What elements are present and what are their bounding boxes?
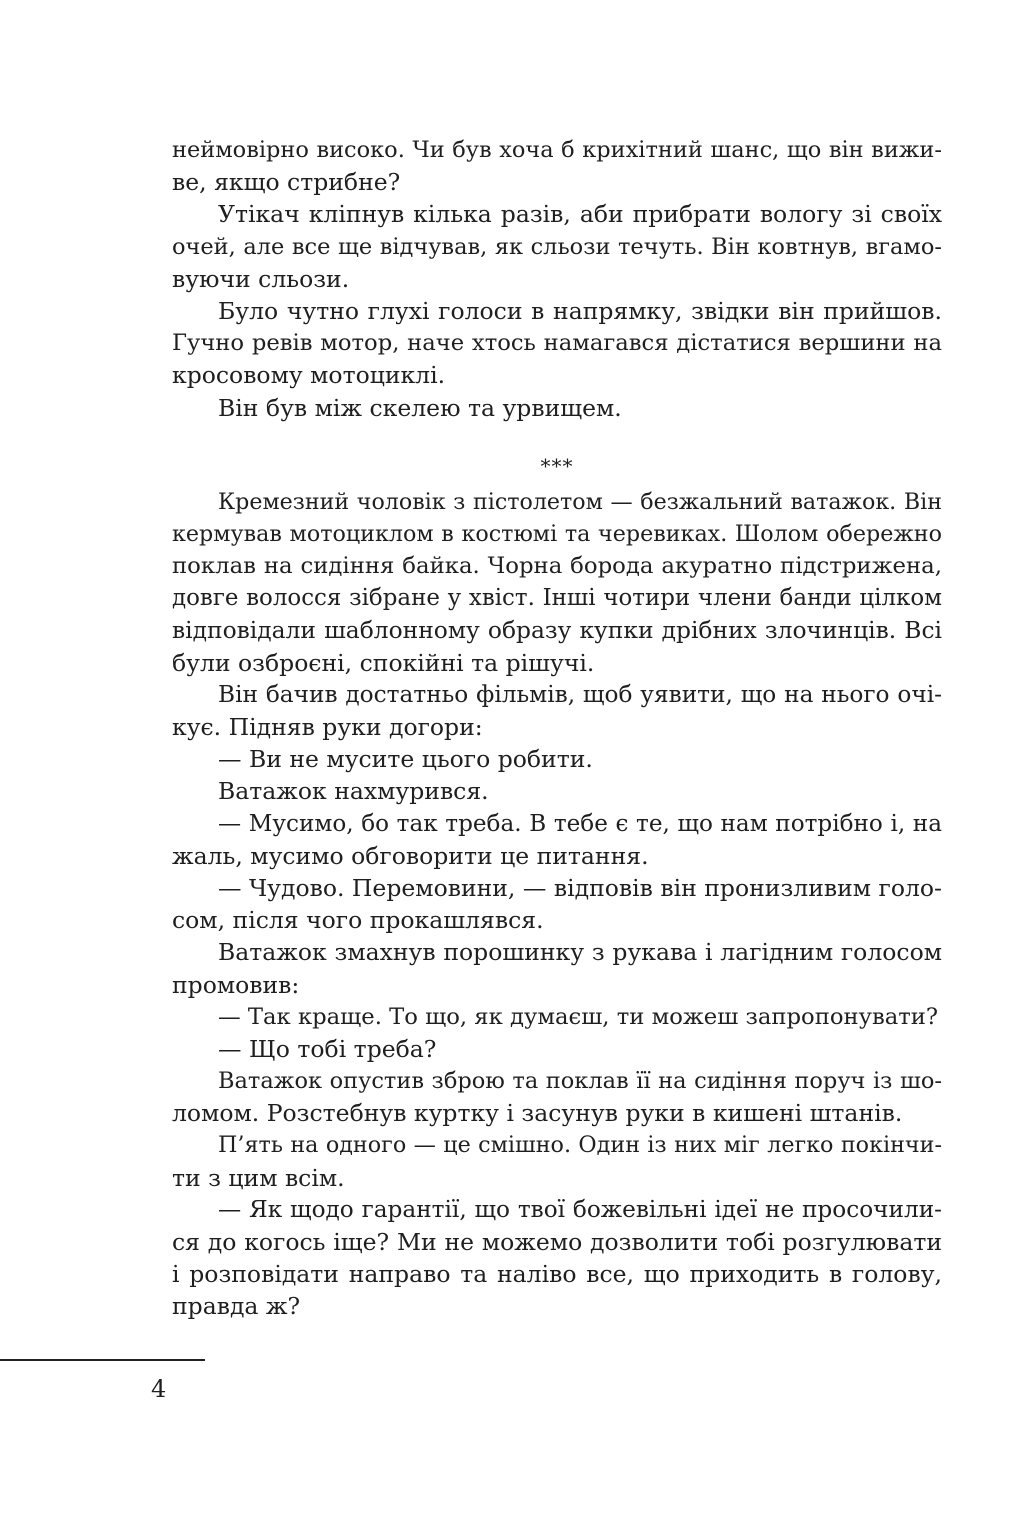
text-line: були озброєні, спокійні та рішучі. xyxy=(172,648,595,677)
text-line: — Як щодо гарантії, що твої божевільні ідеї не просочили- xyxy=(218,1195,942,1223)
text-line: Кремезний чоловік з пістолетом — безжальний ватажок. Він xyxy=(218,488,942,515)
text-line: відповідали шаблонному образу купки дрібних злочинців. Всі xyxy=(172,616,942,645)
text-line: П’ять на одного — це смішно. Один із них міг легко покінчи- xyxy=(218,1132,942,1159)
text-line: Ватажок змахнув порошинку з рукава і лагідним голосом xyxy=(218,938,942,967)
text-line: Гучно ревів мотор, наче хтось намагався дістатися вершини на xyxy=(172,330,942,357)
page-body xyxy=(172,134,942,1323)
text-line: ся до когось іще? Ми не можемо дозволити тобі розгулювати xyxy=(172,1228,942,1256)
footer-rule xyxy=(0,1359,205,1361)
text-line: промовив: xyxy=(172,970,300,999)
text-line: правда ж? xyxy=(172,1292,301,1321)
text-line: — Чудово. Перемовини, — відповів він пронизливим голо- xyxy=(218,873,942,902)
text-line: вуючи сльози. xyxy=(172,264,350,293)
text-line: ломом. Розстебнув куртку і засунув руки в кишені штанів. xyxy=(172,1099,903,1128)
text-line: сом, після чого прокашлявся. xyxy=(172,906,544,935)
text-line: Він був між скелею та урвищем. xyxy=(218,393,622,422)
text-block-after-separator xyxy=(172,486,942,1323)
text-line: поклав на сидіння байка. Чорна борода акуратно підстрижена, xyxy=(172,553,942,580)
text-line: і розповідати направо та наліво все, що приходить в голову, xyxy=(172,1260,942,1289)
text-line: Він бачив достатньо фільмів, щоб уявити, що на нього очі- xyxy=(218,680,942,708)
page-number: 4 xyxy=(151,1375,167,1403)
text-line: ти з цим всім. xyxy=(172,1163,345,1192)
text-line: ве, якщо стрибне? xyxy=(172,168,401,197)
text-line: Ватажок опустив зброю та поклав її на сидіння поруч із шо- xyxy=(218,1068,942,1095)
text-line: — Що тобі треба? xyxy=(218,1034,437,1063)
section-separator: *** xyxy=(540,453,574,478)
text-line: кує. Підняв руки догори: xyxy=(172,713,483,741)
text-line: — Мусимо, бо так треба. В тебе є те, що нам потрібно і, на xyxy=(218,810,942,837)
text-line: довге волосся зібране у хвіст. Інші чотири члени банди цілком xyxy=(172,585,942,612)
text-line: — Так краще. То що, як думаєш, ти можеш запропонувати? xyxy=(218,1003,939,1030)
text-line: Ватажок нахмурився. xyxy=(218,777,489,806)
text-line: жаль, мусимо обговорити це питання. xyxy=(172,841,649,870)
text-line: Утікач кліпнув кілька разів, аби прибрати вологу зі своїх xyxy=(218,200,942,229)
text-line: кермував мотоциклом в костюмі та черевиках. Шолом обережно xyxy=(172,520,942,547)
text-line: — Ви не мусите цього робити. xyxy=(218,745,593,774)
text-line: очей, але все ще відчував, як сльози течуть. Він ковтнув, вгамо- xyxy=(172,233,942,260)
text-block-before-separator xyxy=(172,134,942,424)
text-line: Було чутно глухі голоси в напрямку, звідки він прийшов. xyxy=(218,296,942,325)
text-line: кросовому мотоциклі. xyxy=(172,361,446,390)
text-line: неймовірно високо. Чи був хоча б крихітний шанс, що він вижи- xyxy=(172,137,942,163)
